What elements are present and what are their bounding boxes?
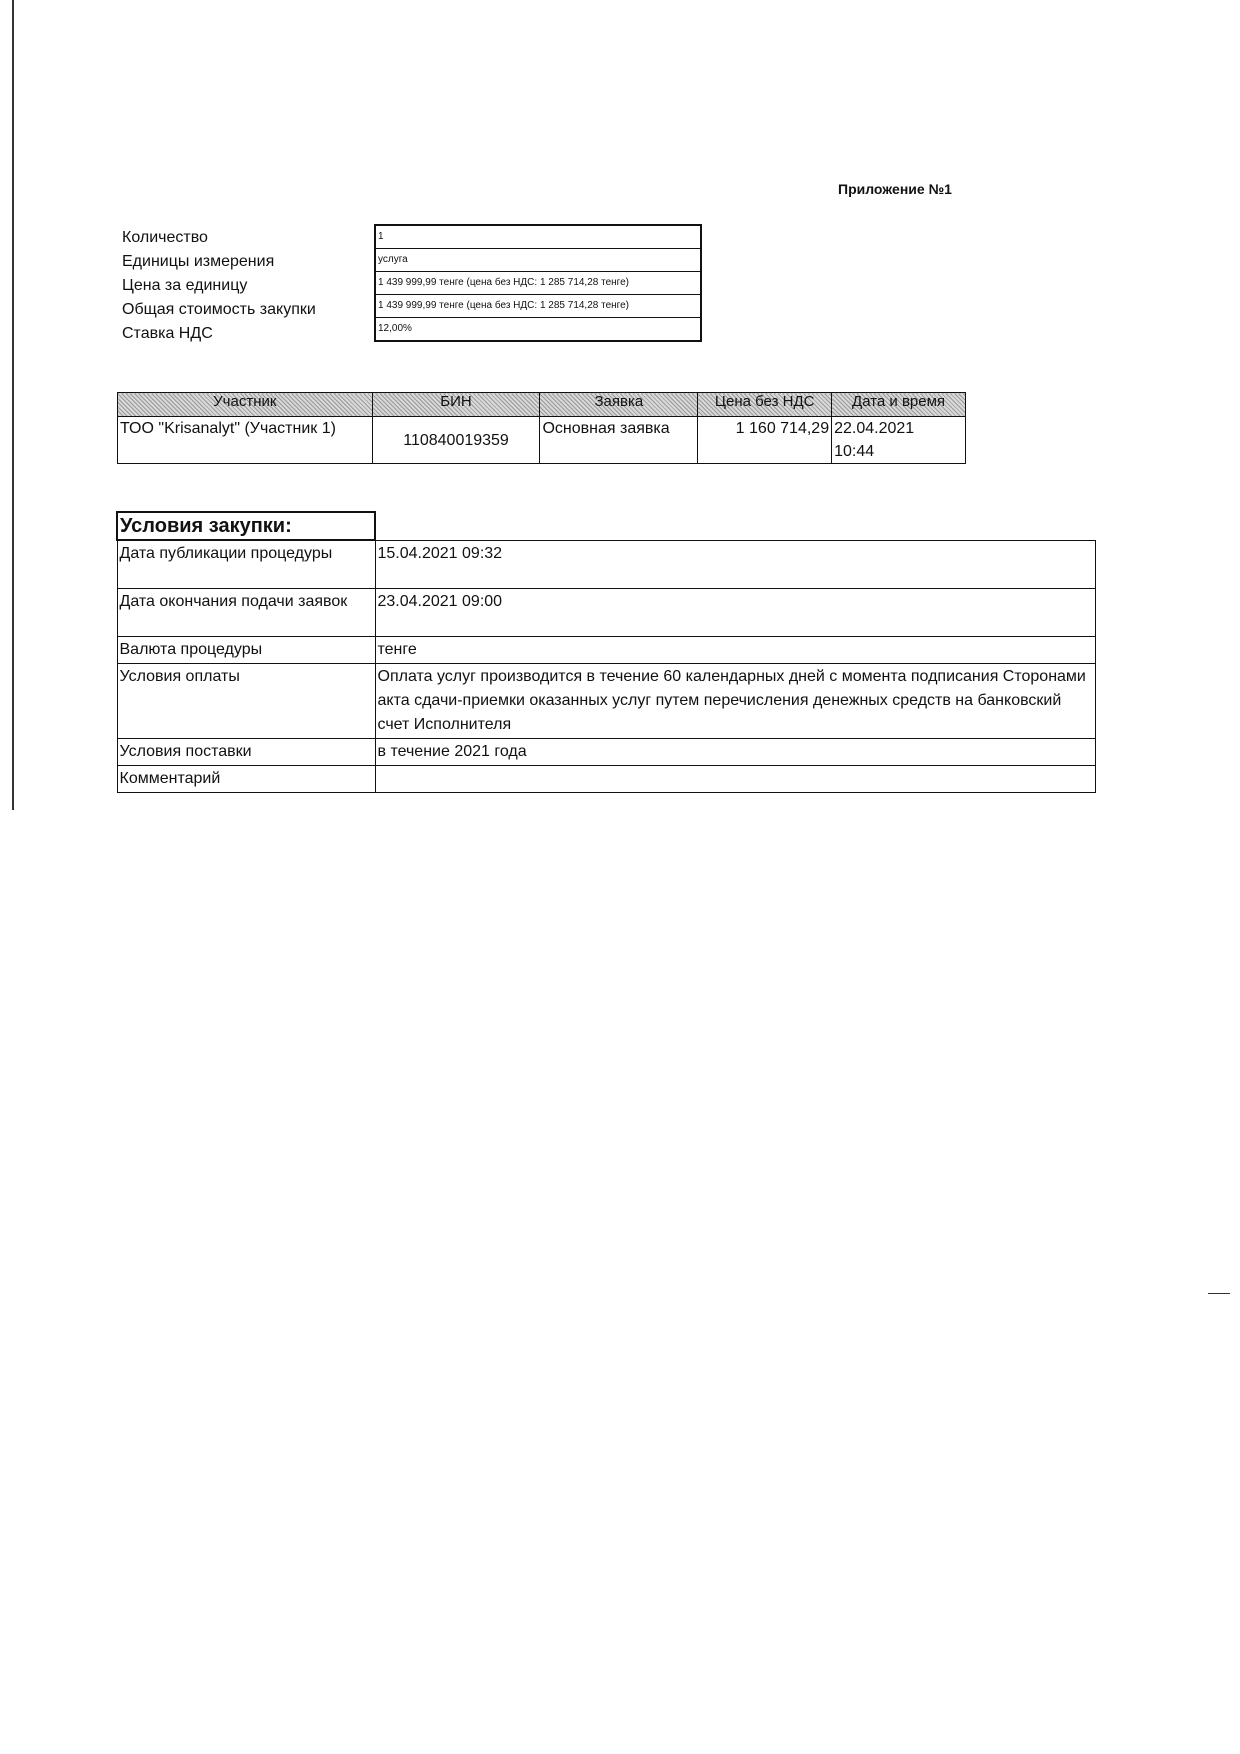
- header-application: Заявка: [540, 393, 698, 417]
- label-vat-rate: Ставка НДС: [122, 325, 213, 342]
- cond-label-payment: Условия оплаты: [117, 663, 375, 738]
- cond-label-delivery: Условия поставки: [117, 738, 375, 765]
- value-unit: услуга: [376, 248, 700, 271]
- label-unit-price: Цена за единицу: [122, 277, 248, 294]
- cond-value-deadline: 23.04.2021 09:00: [375, 588, 1096, 636]
- participants-header-row: [118, 393, 966, 417]
- value-total-cost: 1 439 999,99 тенге (цена без НДС: 1 285 714,28 тенге): [376, 294, 700, 317]
- table-row: [117, 738, 1096, 765]
- conditions-title: Условия закупки:: [117, 512, 375, 540]
- table-row: [117, 636, 1096, 663]
- header-participant: Участник: [118, 393, 373, 417]
- participant-name: ТОО "Krisanalyt" (Участник 1): [118, 417, 373, 464]
- scan-edge-mark: [1208, 1293, 1230, 1294]
- appendix-label: Приложение №1: [838, 181, 952, 197]
- header-price: Цена без НДС: [698, 393, 832, 417]
- participants-table: [117, 392, 966, 464]
- participant-bin: [372, 417, 540, 464]
- scan-edge-line: [12, 0, 14, 810]
- conditions-header-row: [117, 512, 1096, 540]
- table-row: [117, 540, 1096, 588]
- cond-label-comment: Комментарий: [117, 765, 375, 792]
- cond-value-delivery: в течение 2021 года: [375, 738, 1096, 765]
- details-labels: [122, 226, 316, 346]
- cond-value-payment: Оплата услуг производится в течение 60 календарных дней с момента подписания Сторонами акта сдачи-приемки оказанных услуг путем перечисления денежных средств на банковский счет Исполнителя: [375, 663, 1096, 738]
- participant-price: 1 160 714,29: [698, 417, 832, 464]
- value-unit-price: 1 439 999,99 тенге (цена без НДС: 1 285 714,28 тенге): [376, 271, 700, 294]
- participant-date: 22.04.2021: [834, 420, 915, 437]
- conditions-table: [116, 511, 1096, 793]
- table-row: [118, 417, 966, 464]
- cond-value-currency: тенге: [375, 636, 1096, 663]
- table-row: [117, 588, 1096, 636]
- cond-value-comment: [375, 765, 1096, 792]
- conditions-header-empty: [375, 512, 1096, 540]
- label-total-cost: Общая стоимость закупки: [122, 301, 316, 318]
- label-quantity: Количество: [122, 229, 208, 246]
- header-bin: БИН: [372, 393, 540, 417]
- label-unit: Единицы измерения: [122, 253, 275, 270]
- participant-application: Основная заявка: [540, 417, 698, 464]
- participant-datetime: [832, 417, 966, 464]
- participant-time: 10:44: [834, 443, 875, 460]
- table-row: [117, 765, 1096, 792]
- value-vat-rate: 12,00%: [376, 317, 700, 340]
- cond-label-publication: Дата публикации процедуры: [117, 540, 375, 588]
- header-datetime: Дата и время: [832, 393, 966, 417]
- value-quantity: 1: [378, 231, 384, 242]
- bin-value: 110840019359: [403, 431, 509, 449]
- details-values-box: [374, 224, 702, 342]
- cond-label-currency: Валюта процедуры: [117, 636, 375, 663]
- cond-value-publication: 15.04.2021 09:32: [375, 540, 1096, 588]
- cond-label-deadline: Дата окончания подачи заявок: [117, 588, 375, 636]
- table-row: [117, 663, 1096, 738]
